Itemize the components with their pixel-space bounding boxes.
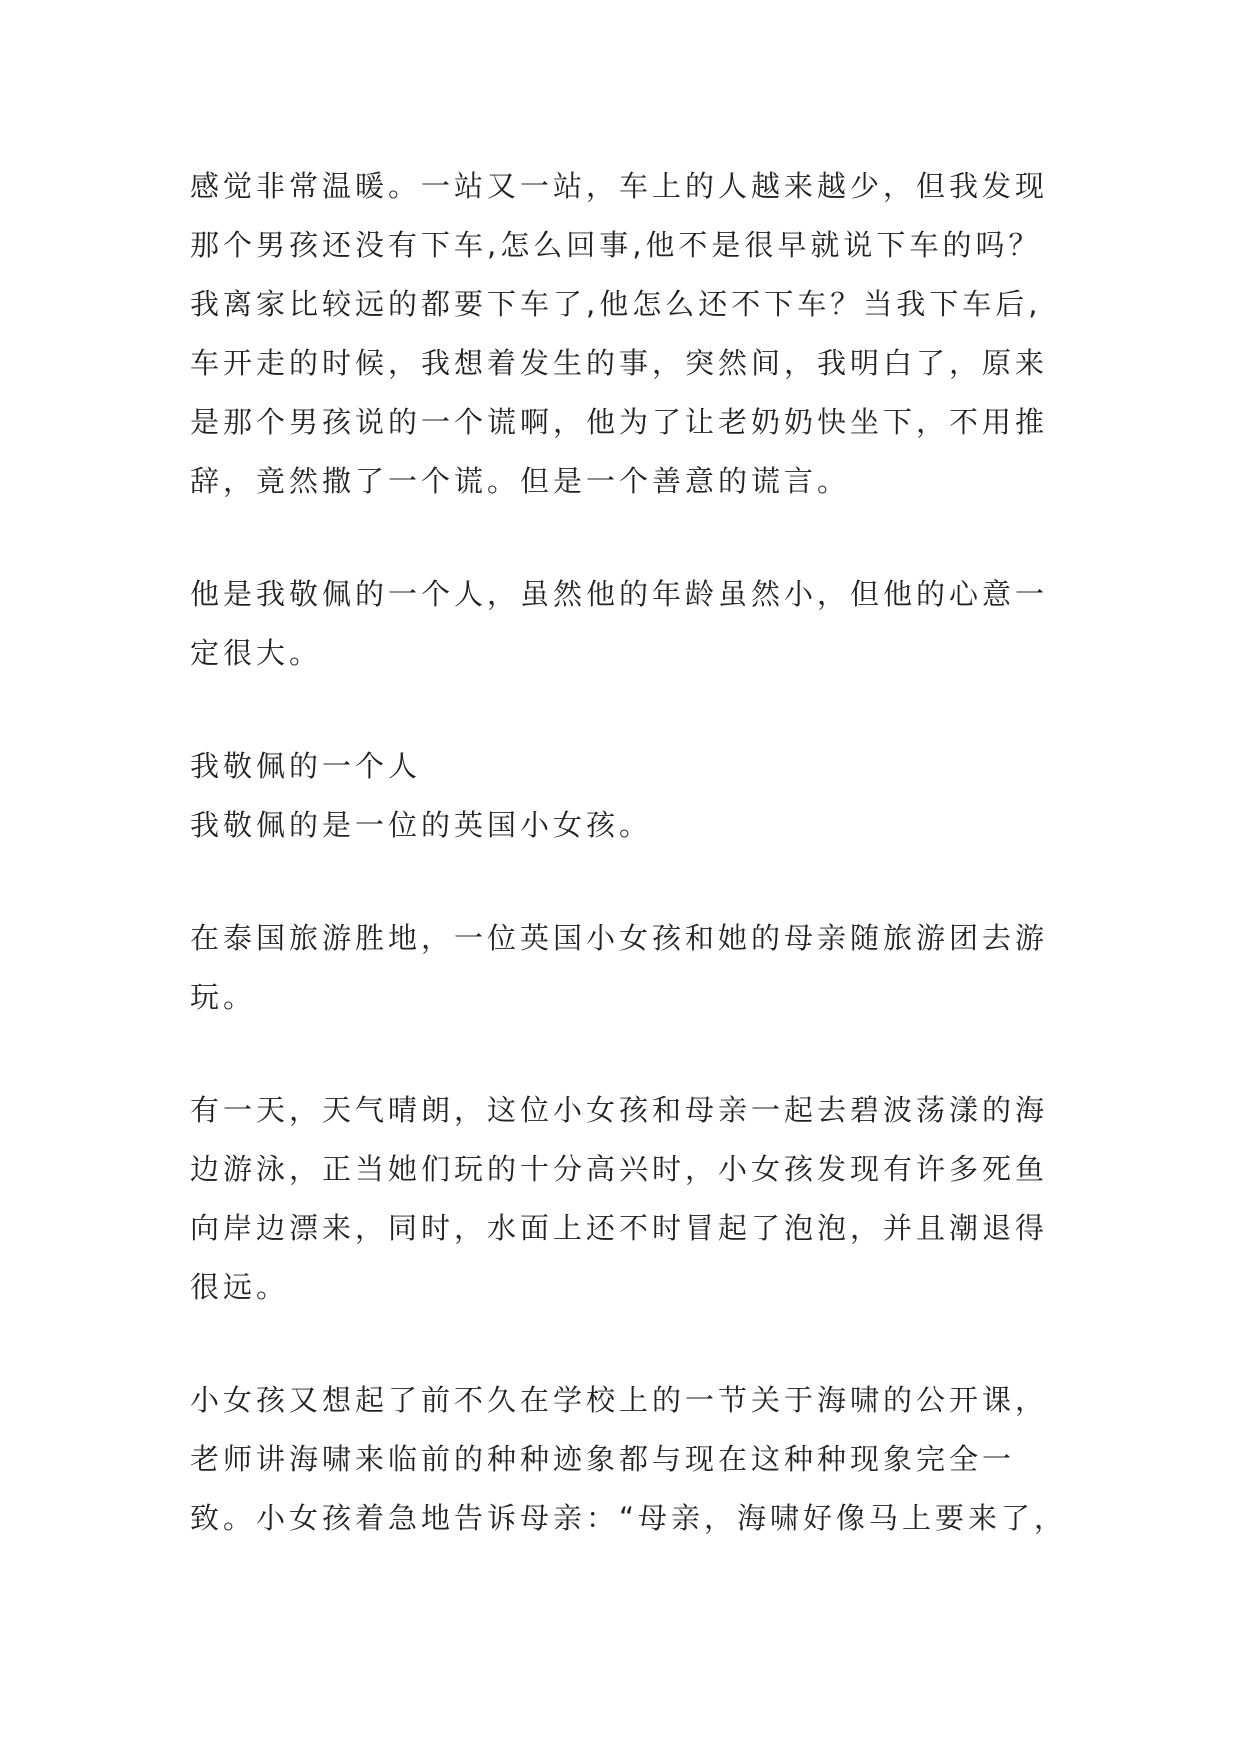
text-line: 是那个男孩说的一个谎啊，他为了让老奶奶快坐下，不用推 (190, 405, 1049, 439)
text-line: 那个男孩还没有下车,怎么回事,他不是很早就说下车的吗？ (190, 228, 1042, 262)
text-line: 在泰国旅游胜地，一位英国小女孩和她的母亲随旅游团去游 (190, 921, 1049, 955)
text-line: 向岸边漂来，同时，水面上还不时冒起了泡泡，并且潮退得 (190, 1211, 1049, 1245)
text-line: 车开走的时候，我想着发生的事，突然间，我明白了，原来 (190, 346, 1049, 380)
text-line: 我敬佩的是一位的英国小女孩。 (190, 808, 653, 842)
text-line: 小女孩又想起了前不久在学校上的一节关于海啸的公开课， (190, 1383, 1049, 1417)
text-line: 定很大。 (190, 636, 323, 670)
text-line: 有一天，天气晴朗，这位小女孩和母亲一起去碧波荡漾的海 (190, 1093, 1049, 1127)
text-line: 他是我敬佩的一个人，虽然他的年龄虽然小，但他的心意一 (190, 577, 1049, 611)
text-line: 致。小女孩着急地告诉母亲：“母亲，海啸好像马上要来了， (190, 1501, 1068, 1535)
text-line: 很远。 (190, 1270, 290, 1304)
text-line: 老师讲海啸来临前的种种迹象都与现在这种种现象完全一 (190, 1442, 1016, 1476)
text-line: 感觉非常温暖。一站又一站，车上的人越来越少，但我发现 (190, 169, 1049, 203)
text-line: 边游泳，正当她们玩的十分高兴时，小女孩发现有许多死鱼 (190, 1152, 1049, 1186)
text-line: 玩。 (190, 980, 257, 1014)
text-line: 我离家比较远的都要下车了,他怎么还不下车？当我下车后, (190, 287, 1042, 321)
text-line: 辞，竟然撒了一个谎。但是一个善意的谎言。 (190, 464, 851, 498)
essay-title: 我敬佩的一个人 (190, 749, 422, 783)
